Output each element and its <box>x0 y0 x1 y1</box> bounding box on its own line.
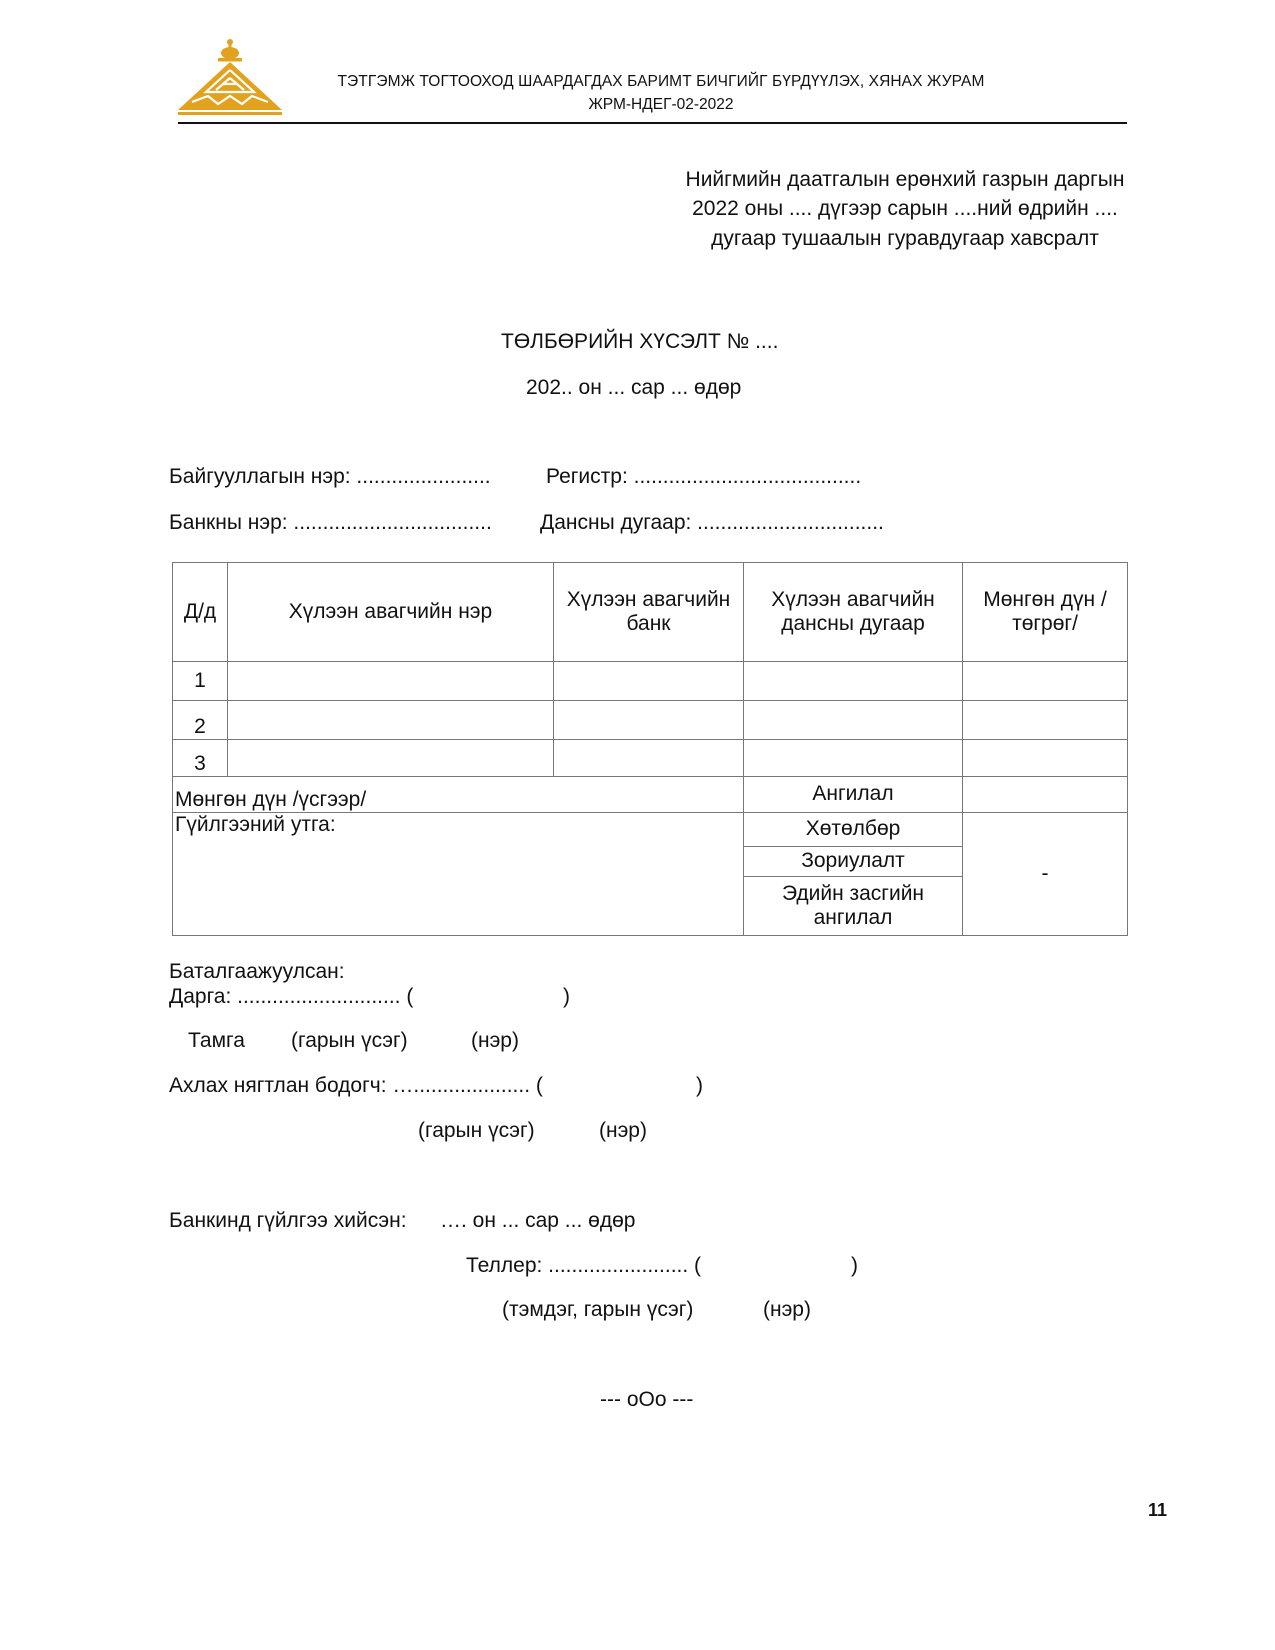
table-cell <box>963 701 1128 740</box>
table-cell <box>744 701 963 740</box>
org-name-field: Байгууллагын нэр: ....................... <box>169 465 491 488</box>
table-cell <box>228 740 554 777</box>
table-cell <box>963 662 1128 701</box>
payment-table <box>172 562 1128 936</box>
econ-class-label: Эдийн засгийн ангилал <box>744 877 963 936</box>
row-number: 1 <box>173 662 228 701</box>
table-row <box>173 701 1128 740</box>
column-header: Мөнгөн дүн /төгрөг/ <box>963 563 1128 662</box>
teller-seal-caption: (тэмдэг, гарын үсэг) <box>502 1298 694 1321</box>
table-cell <box>963 740 1128 777</box>
accountant-name-caption: (нэр) <box>599 1119 647 1142</box>
bank-name-field: Банкны нэр: .................................. <box>169 511 492 534</box>
table-cell <box>554 740 744 777</box>
column-header: Хүлээн авагчийн дансны дугаар <box>744 563 963 662</box>
row-number: 2 <box>173 701 228 740</box>
bank-transaction-date: …. он ... сар ... өдөр <box>440 1209 636 1232</box>
table-cell <box>554 662 744 701</box>
director-close-paren: ) <box>563 985 570 1008</box>
stamp-label: Тамга <box>188 1029 245 1052</box>
account-number-field: Дансны дугаар: ................................ <box>540 511 884 534</box>
table-header-row <box>173 563 1128 662</box>
amount-words-row <box>173 777 1128 813</box>
teller-close-paren: ) <box>851 1254 858 1277</box>
form-date: 202.. он ... сар ... өдөр <box>526 376 742 399</box>
allocation-label: Зориулалт <box>744 847 963 877</box>
accountant-signature-caption: (гарын үсэг) <box>418 1119 535 1142</box>
header-document-code: ЖРМ-НДЕГ-02-2022 <box>588 96 734 113</box>
classification-label: Ангилал <box>744 777 963 813</box>
amount-words-label: Мөнгөн дүн /үсгээр/ <box>173 777 744 813</box>
page-number: 11 <box>1147 1500 1167 1520</box>
header-divider <box>178 122 1127 124</box>
program-label: Хөтөлбөр <box>744 813 963 847</box>
table-row <box>173 662 1128 701</box>
column-header: Д/д <box>173 563 228 662</box>
annex-line-3: дугаар тушаалын гуравдугаар хавсралт <box>711 227 1099 250</box>
column-header: Хүлээн авагчийн банк <box>554 563 744 662</box>
table-row <box>173 740 1128 777</box>
director-signature-line: Дарга: ............................ ( <box>169 985 414 1008</box>
purpose-label: Гүйлгээний утга: <box>173 813 744 936</box>
verified-label: Баталгаажуулсан: <box>169 960 345 983</box>
header-title: ТЭТГЭМЖ ТОГТООХОД ШААРДАГДАХ БАРИМТ БИЧГИЙГ БҮРДҮҮЛЭХ, ХЯНАХ ЖУРАМ <box>337 73 985 90</box>
table-cell <box>228 662 554 701</box>
table-cell <box>744 662 963 701</box>
chief-accountant-signature-line: Ахлах нягтлан бодогч: ….................... ( <box>169 1074 543 1097</box>
table-cell <box>228 701 554 740</box>
row-number: 3 <box>173 740 228 777</box>
register-field: Регистр: ....................................... <box>546 465 862 488</box>
bank-transaction-label: Банкинд гүйлгээ хийсэн: <box>169 1209 407 1232</box>
column-header: Хүлээн авагчийн нэр <box>228 563 554 662</box>
table-cell <box>554 701 744 740</box>
director-signature-caption: (гарын үсэг) <box>291 1029 408 1052</box>
table-cell <box>963 777 1128 813</box>
form-title: ТӨЛБӨРИЙН ХҮСЭЛТ № .... <box>501 330 779 353</box>
director-name-caption: (нэр) <box>471 1029 519 1052</box>
accountant-close-paren: ) <box>696 1074 703 1097</box>
classification-value: - <box>963 813 1128 936</box>
annex-line-1: Нийгмийн даатгалын ерөнхий газрын даргын <box>685 168 1125 191</box>
annex-line-2: 2022 оны .... дүгээр сарын ....ний өдрийн .... <box>692 197 1118 220</box>
table-cell <box>744 740 963 777</box>
end-mark: --- oOo --- <box>600 1388 694 1411</box>
purpose-row <box>173 813 1128 847</box>
teller-name-caption: (нэр) <box>763 1298 811 1321</box>
organization-logo <box>178 38 282 116</box>
teller-signature-line: Теллер: ........................ ( <box>466 1254 702 1277</box>
